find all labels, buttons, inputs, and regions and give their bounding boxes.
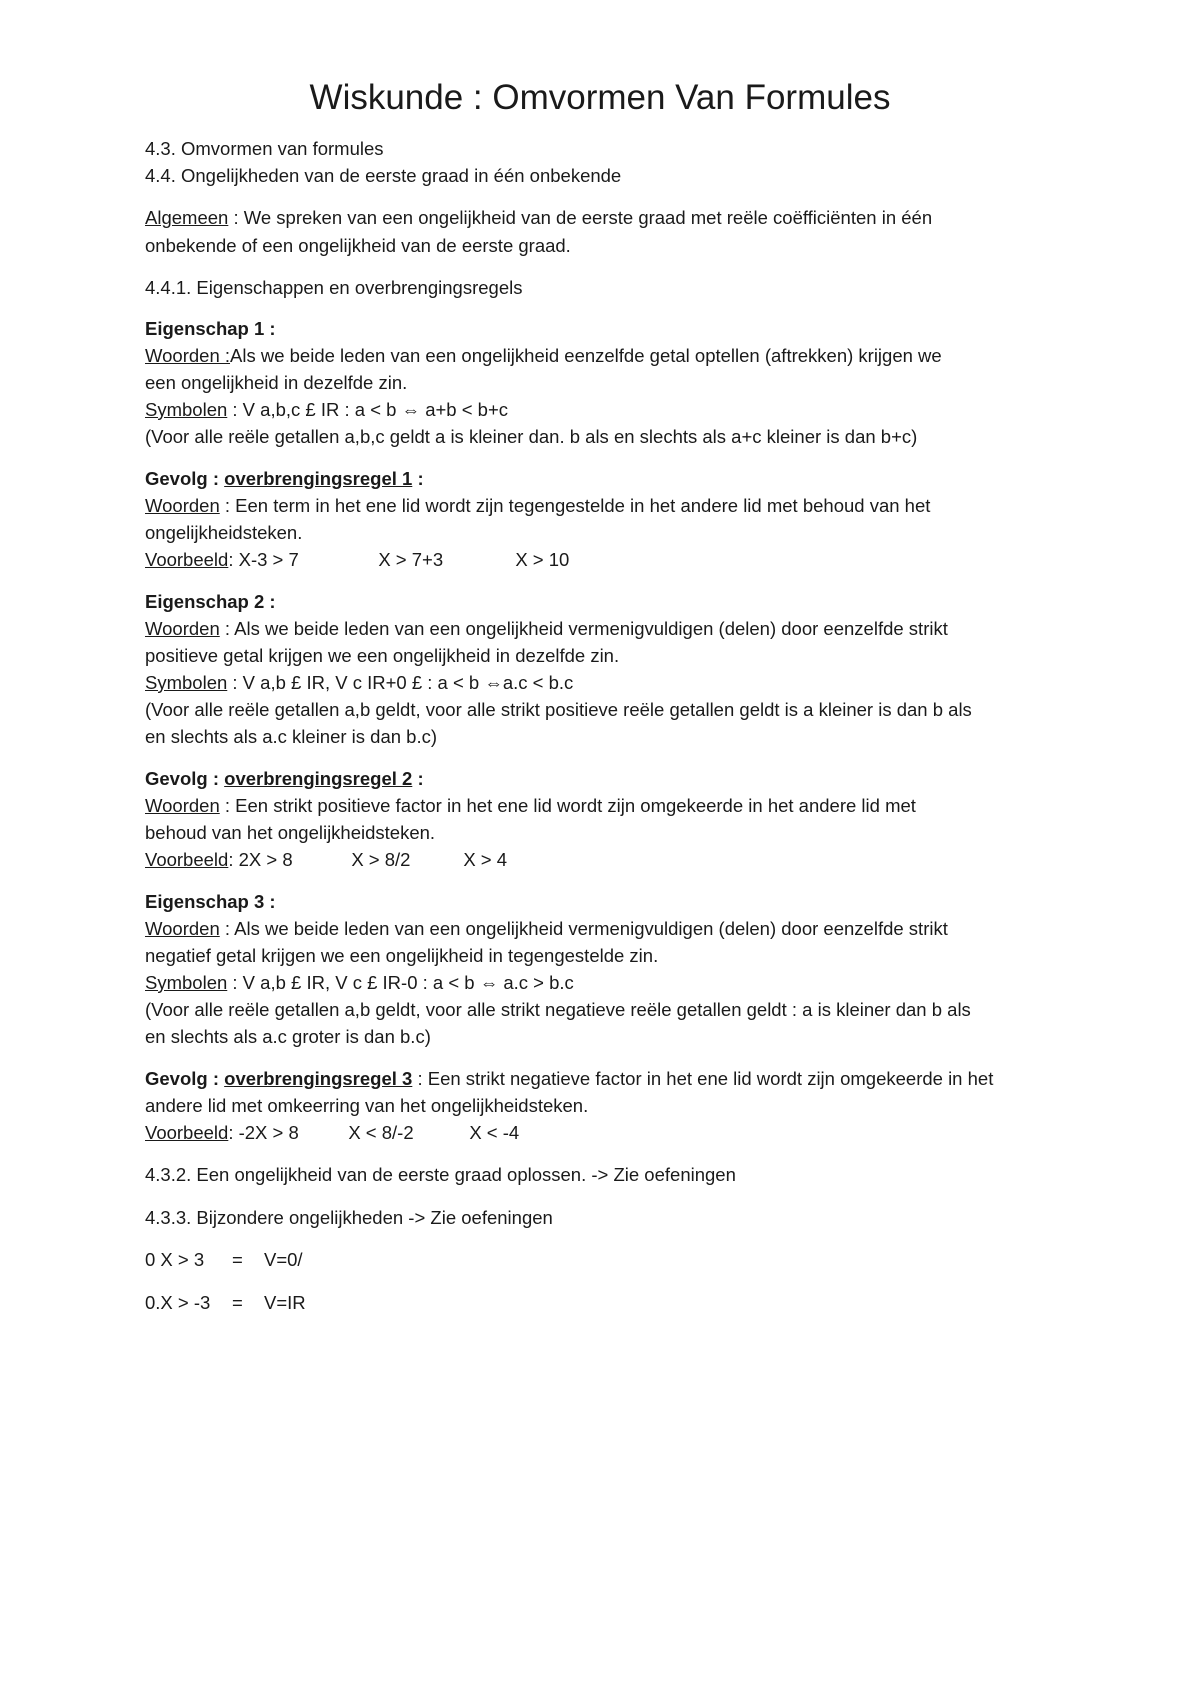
symbolen-text: : V a,b,c £ IR : a < b ⇔ a+b < b+c [227, 399, 509, 420]
gevolg-label: Gevolg : [145, 468, 225, 489]
gevolg-line [145, 1064, 1075, 1093]
woorden-label: Woorden : [145, 345, 231, 366]
symbolen-line [145, 395, 1075, 424]
bijzondere-ongelijkheid: 0.X > -3 [145, 1292, 211, 1313]
woorden-text: : Als we beide leden van een ongelijkheid vermenigvuldigen (delen) door eenzelfde strikt [219, 918, 948, 939]
algemeen-line [145, 203, 1075, 232]
voorbeeld-step: X > 7+3 [378, 549, 444, 570]
woorden-label: Woorden [145, 795, 220, 816]
uitleg-text: (Voor alle reële getallen a,b geldt, voor alle strikt positieve reële getallen geldt is a kleiner is dan b als [145, 699, 972, 720]
page-title: Wiskunde : Omvormen Van Formules [309, 78, 891, 117]
section-heading: 4.3.2. Een ongelijkheid van de eerste graad oplossen. -> Zie oefeningen [145, 1164, 736, 1185]
section-heading: 4.4.1. Eigenschappen en overbrengingsregels [145, 277, 523, 298]
equals-sign: = [232, 1292, 243, 1313]
woorden-text: ongelijkheidsteken. [145, 522, 303, 543]
woorden-line [145, 341, 1075, 370]
woorden-line [145, 914, 1075, 943]
gevolg-line [145, 764, 1075, 793]
voorbeeld-line [145, 545, 1075, 574]
bijzondere-oplossing: V=IR [264, 1292, 306, 1313]
voorbeeld-step: : 2X > 8 [228, 849, 293, 870]
regel-label: overbrengingsregel 3 [224, 1068, 413, 1089]
woorden-text: Als we beide leden van een ongelijkheid eenzelfde getal optellen (aftrekken) krijgen we [230, 345, 942, 366]
woorden-label: Woorden [145, 918, 220, 939]
uitleg-text: en slechts als a.c kleiner is dan b.c) [145, 726, 438, 747]
regel-label: overbrengingsregel 2 [224, 768, 413, 789]
voorbeeld-step: X > 4 [463, 849, 508, 870]
voorbeeld-step: X > 10 [515, 549, 570, 570]
bijzondere-oplossing: V=0/ [264, 1249, 303, 1270]
gevolg-label: Gevolg : [145, 1068, 225, 1089]
woorden-text: behoud van het ongelijkheidsteken. [145, 822, 436, 843]
woorden-label: Woorden [145, 618, 220, 639]
gevolg-text: andere lid met omkeerring van het ongelijkheidsteken. [145, 1095, 589, 1116]
woorden-text: negatief getal krijgen we een ongelijkheid in tegengestelde zin. [145, 945, 659, 966]
symbolen-label: Symbolen [145, 399, 228, 420]
voorbeeld-line [145, 845, 1075, 874]
voorbeeld-label: Voorbeeld [145, 1122, 229, 1143]
algemeen-sep: : [228, 207, 244, 228]
voorbeeld-label: Voorbeeld [145, 849, 229, 870]
gevolg-line [145, 464, 1075, 493]
toc-item: 4.3. Omvormen van formules [145, 138, 384, 159]
woorden-label: Woorden [145, 495, 220, 516]
symbolen-label: Symbolen [145, 972, 228, 993]
woorden-text: : Als we beide leden van een ongelijkheid vermenigvuldigen (delen) door eenzelfde strikt [219, 618, 948, 639]
symbolen-text: : V a,b £ IR, V c IR+0 £ : a < b ⇔a.c < b.c [227, 672, 574, 693]
algemeen-label: Algemeen [145, 207, 229, 228]
regel-label: overbrengingsregel 1 [224, 468, 413, 489]
gevolg-label: Gevolg : [145, 768, 225, 789]
gevolg-colon: : [412, 768, 424, 789]
voorbeeld-step: X < -4 [469, 1122, 520, 1143]
section-heading: 4.3.3. Bijzondere ongelijkheden -> Zie oefeningen [145, 1207, 553, 1228]
gevolg-text: : Een strikt negatieve factor in het ene lid wordt zijn omgekeerde in het [412, 1068, 994, 1089]
woorden-line [145, 791, 1075, 820]
eigenschap-heading: Eigenschap 2 : [145, 591, 276, 612]
symbolen-line [145, 668, 1075, 697]
bijzondere-line [145, 1288, 1075, 1317]
symbolen-line [145, 968, 1075, 997]
bijzondere-ongelijkheid: 0 X > 3 [145, 1249, 205, 1270]
bijzondere-line [145, 1245, 1075, 1274]
algemeen-text: We spreken van een ongelijkheid van de eerste graad met reële coëfficiënten in één [243, 207, 933, 228]
uitleg-text: en slechts als a.c groter is dan b.c) [145, 1026, 431, 1047]
uitleg-text: (Voor alle reële getallen a,b,c geldt a is kleiner dan. b als en slechts als a+c kleiner is dan b+c) [145, 426, 918, 447]
voorbeeld-step: : -2X > 8 [228, 1122, 299, 1143]
symbolen-text: : V a,b £ IR, V c £ IR-0 : a < b ⇔ a.c > b.c [227, 972, 574, 993]
voorbeeld-step: X < 8/-2 [348, 1122, 414, 1143]
voorbeeld-step: : X-3 > 7 [228, 549, 299, 570]
eigenschap-heading: Eigenschap 3 : [145, 891, 276, 912]
voorbeeld-step: X > 8/2 [351, 849, 411, 870]
algemeen-text: onbekende of een ongelijkheid van de eerste graad. [145, 235, 571, 256]
woorden-text: een ongelijkheid in dezelfde zin. [145, 372, 408, 393]
gevolg-colon: : [412, 468, 424, 489]
woorden-text: : Een term in het ene lid wordt zijn tegengestelde in het andere lid met behoud van het [219, 495, 931, 516]
woorden-line [145, 614, 1075, 643]
uitleg-text: (Voor alle reële getallen a,b geldt, voor alle strikt negatieve reële getallen geldt : a is kleiner dan b als [145, 999, 971, 1020]
eigenschap-heading: Eigenschap 1 : [145, 318, 276, 339]
woorden-text: : Een strikt positieve factor in het ene lid wordt zijn omgekeerde in het andere lid met [219, 795, 916, 816]
toc-item: 4.4. Ongelijkheden van de eerste graad in één onbekende [145, 165, 622, 186]
equals-sign: = [232, 1249, 243, 1270]
woorden-line [145, 491, 1075, 520]
voorbeeld-line [145, 1118, 1075, 1147]
woorden-text: positieve getal krijgen we een ongelijkheid in dezelfde zin. [145, 645, 620, 666]
voorbeeld-label: Voorbeeld [145, 549, 229, 570]
symbolen-label: Symbolen [145, 672, 228, 693]
